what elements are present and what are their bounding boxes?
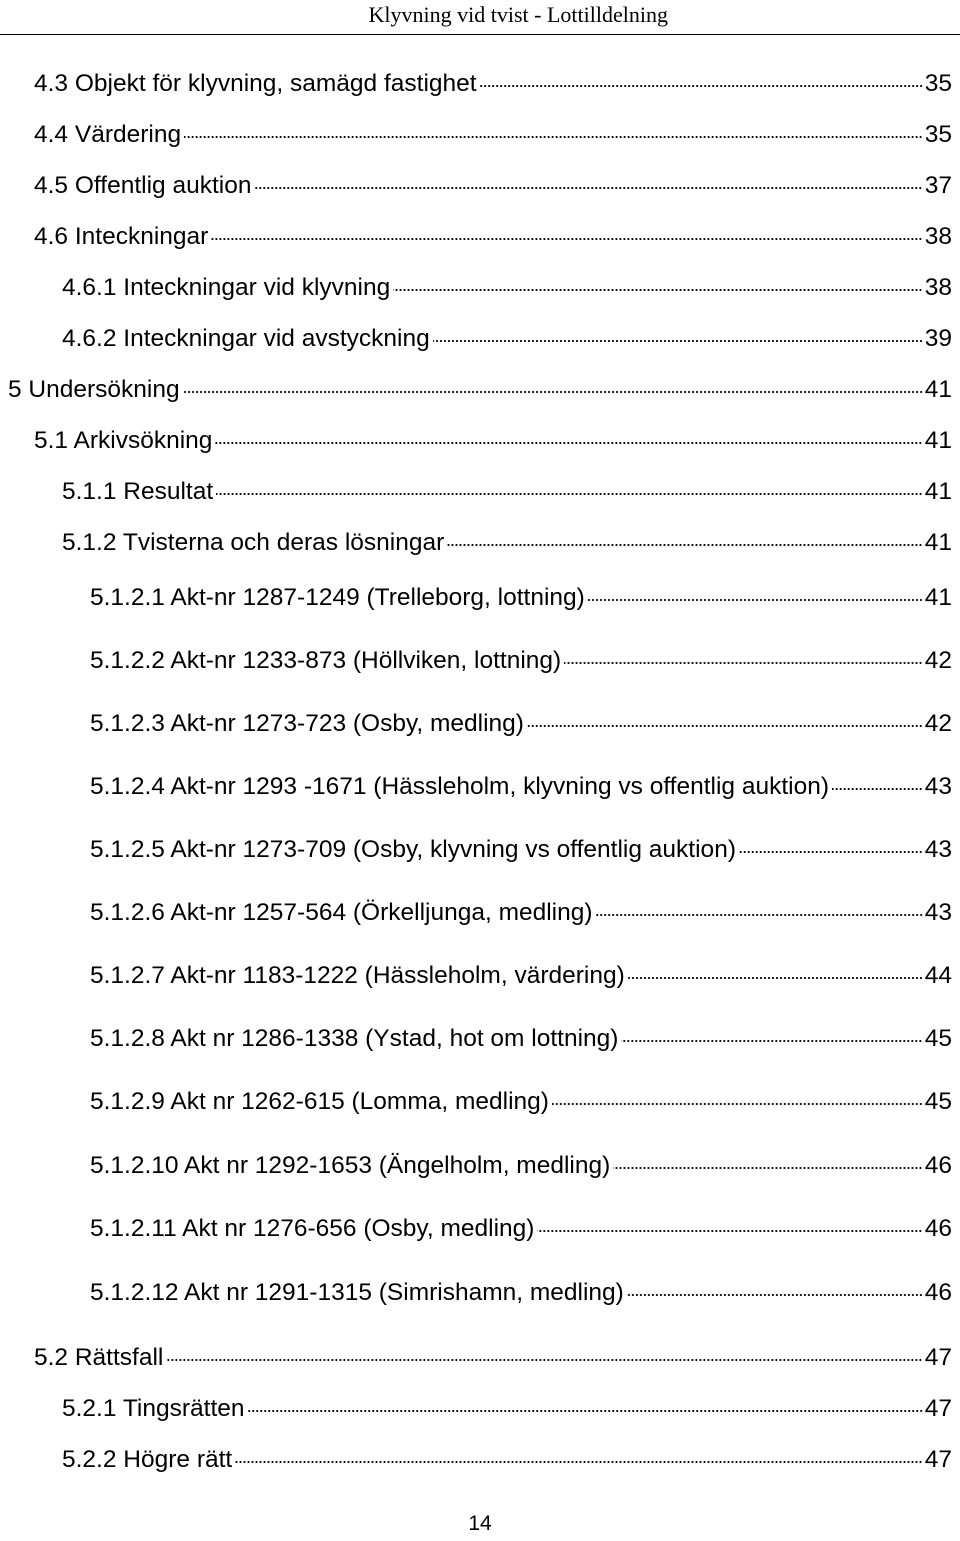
toc-dot-leader	[613, 1166, 922, 1170]
toc-dot-leader	[552, 1102, 923, 1106]
toc-dot-leader	[166, 1358, 922, 1362]
toc-entry-page: 42	[924, 647, 952, 674]
toc-entry-label: 5.1.2.6 Akt-nr 1257-564 (Örkelljunga, medling)	[90, 899, 593, 926]
toc-entry-page: 37	[924, 172, 952, 199]
toc-entry[interactable]	[34, 1341, 952, 1375]
toc-entry-page: 47	[924, 1395, 952, 1422]
toc-entry-page: 47	[924, 1446, 952, 1473]
toc-entry[interactable]	[90, 1149, 952, 1183]
toc-dot-leader	[588, 598, 923, 602]
toc-entry-label: 4.6.1 Inteckningar vid klyvning	[62, 274, 391, 301]
toc-entry[interactable]	[90, 896, 952, 930]
toc-entry[interactable]	[62, 322, 952, 356]
toc-dot-leader	[393, 288, 923, 292]
toc-entry[interactable]	[90, 1085, 952, 1119]
toc-entry[interactable]	[8, 373, 952, 407]
toc-entry-page: 43	[924, 899, 952, 926]
toc-dot-leader	[248, 1409, 923, 1413]
toc-entry-page: 39	[924, 325, 952, 352]
toc-entry-page: 41	[924, 427, 952, 454]
toc-entry-page: 45	[924, 1088, 952, 1115]
toc-dot-leader	[480, 84, 923, 88]
toc-entry-label: 5.2.1 Tingsrätten	[62, 1395, 245, 1422]
toc-entry[interactable]	[62, 475, 952, 509]
toc-entry-label: 5 Undersökning	[8, 376, 180, 403]
toc-entry-label: 5.1.2.11 Akt nr 1276-656 (Osby, medling)	[90, 1215, 535, 1242]
toc-entry-label: 5.2.2 Högre rätt	[62, 1446, 233, 1473]
toc-dot-leader	[211, 237, 922, 241]
toc-dot-leader	[621, 1039, 922, 1043]
toc-dot-leader	[832, 787, 923, 791]
toc-dot-leader	[447, 543, 922, 547]
toc-entry-label: 5.1.2.5 Akt-nr 1273-709 (Osby, klyvning vs offentlig auktion)	[90, 836, 736, 863]
toc-entry-page: 41	[924, 478, 952, 505]
toc-entry-label: 5.1.2.1 Akt-nr 1287-1249 (Trelleborg, lottning)	[90, 584, 585, 611]
toc-entry-page: 43	[924, 773, 952, 800]
toc-dot-leader	[254, 186, 922, 190]
toc-entry-page: 41	[924, 584, 952, 611]
toc-entry-page: 43	[924, 836, 952, 863]
toc-entry[interactable]	[34, 220, 952, 254]
toc-dot-leader	[627, 1293, 923, 1297]
toc-entry-label: 5.1.2.2 Akt-nr 1233-873 (Höllviken, lottning)	[90, 647, 562, 674]
toc-entry[interactable]	[34, 424, 952, 458]
toc-entry[interactable]	[34, 118, 952, 152]
toc-dot-leader	[527, 724, 923, 728]
toc-entry[interactable]	[90, 581, 952, 615]
toc-entry[interactable]	[90, 1022, 952, 1056]
toc-entry-label: 5.1.2.12 Akt nr 1291-1315 (Simrishamn, medling)	[90, 1279, 624, 1306]
toc-entry[interactable]	[90, 707, 952, 741]
toc-entry-page: 42	[924, 710, 952, 737]
toc-entry-page: 41	[924, 376, 952, 403]
toc-entry-page: 45	[924, 1025, 952, 1052]
toc-entry-label: 4.5 Offentlig auktion	[34, 172, 252, 199]
toc-entry-label: 5.2 Rättsfall	[34, 1344, 164, 1371]
toc-entry-page: 35	[924, 121, 952, 148]
toc-dot-leader	[564, 661, 923, 665]
toc-dot-leader	[739, 850, 923, 854]
running-header: Klyvning vid tvist - Lottilldelning	[368, 2, 668, 27]
toc-dot-leader	[215, 441, 922, 445]
toc-entry[interactable]	[62, 271, 952, 305]
toc-entry-page: 38	[924, 223, 952, 250]
toc-entry[interactable]	[34, 67, 952, 101]
toc-entry-label: 4.4 Värdering	[34, 121, 182, 148]
toc-entry-page: 38	[924, 274, 952, 301]
toc-entry[interactable]	[90, 770, 952, 804]
toc-entry-label: 5.1.2.4 Akt-nr 1293 -1671 (Hässleholm, klyvning vs offentlig auktion)	[90, 773, 830, 800]
toc-dot-leader	[537, 1229, 922, 1233]
toc-entry[interactable]	[62, 1443, 952, 1477]
toc-dot-leader	[235, 1460, 923, 1464]
toc-entry-page: 35	[924, 70, 952, 97]
toc-entry-page: 44	[924, 962, 952, 989]
toc-entry-page: 47	[924, 1344, 952, 1371]
toc-dot-leader	[216, 492, 923, 496]
page-number: 14	[468, 1512, 492, 1535]
toc-dot-leader	[183, 390, 923, 394]
toc-entry[interactable]	[34, 169, 952, 203]
toc-entry-label: 5.1.2.8 Akt nr 1286-1338 (Ystad, hot om lottning)	[90, 1025, 619, 1052]
toc-dot-leader	[184, 135, 923, 139]
toc-dot-leader	[628, 976, 923, 980]
toc-entry-label: 5.1.1 Resultat	[62, 478, 214, 505]
toc-entry[interactable]	[90, 959, 952, 993]
toc-entry[interactable]	[90, 833, 952, 867]
toc-entry-label: 5.1.2.7 Akt-nr 1183-1222 (Hässleholm, värdering)	[90, 962, 625, 989]
toc-entry-page: 46	[924, 1279, 952, 1306]
toc-entry[interactable]	[90, 1276, 952, 1310]
toc-dot-leader	[596, 913, 923, 917]
toc-entry-label: 5.1.2.3 Akt-nr 1273-723 (Osby, medling)	[90, 710, 524, 737]
toc-entry[interactable]	[90, 644, 952, 678]
toc-entry[interactable]	[62, 1392, 952, 1426]
toc-entry-label: 5.1.2.9 Akt nr 1262-615 (Lomma, medling)	[90, 1088, 549, 1115]
toc-entry[interactable]	[62, 526, 952, 560]
toc-entry[interactable]	[90, 1212, 952, 1246]
toc-entry-page: 46	[924, 1152, 952, 1179]
toc-dot-leader	[433, 339, 923, 343]
toc-entry-label: 5.1.2.10 Akt nr 1292-1653 (Ängelholm, medling)	[90, 1152, 611, 1179]
toc-entry-label: 5.1 Arkivsökning	[34, 427, 213, 454]
toc-entry-label: 4.3 Objekt för klyvning, samägd fastighet	[34, 70, 477, 97]
toc-entry-label: 4.6.2 Inteckningar vid avstyckning	[62, 325, 430, 352]
toc-entry-page: 46	[924, 1215, 952, 1242]
toc-entry-label: 5.1.2 Tvisterna och deras lösningar	[62, 529, 445, 556]
toc-entry-label: 4.6 Inteckningar	[34, 223, 209, 250]
toc-entry-page: 41	[924, 529, 952, 556]
